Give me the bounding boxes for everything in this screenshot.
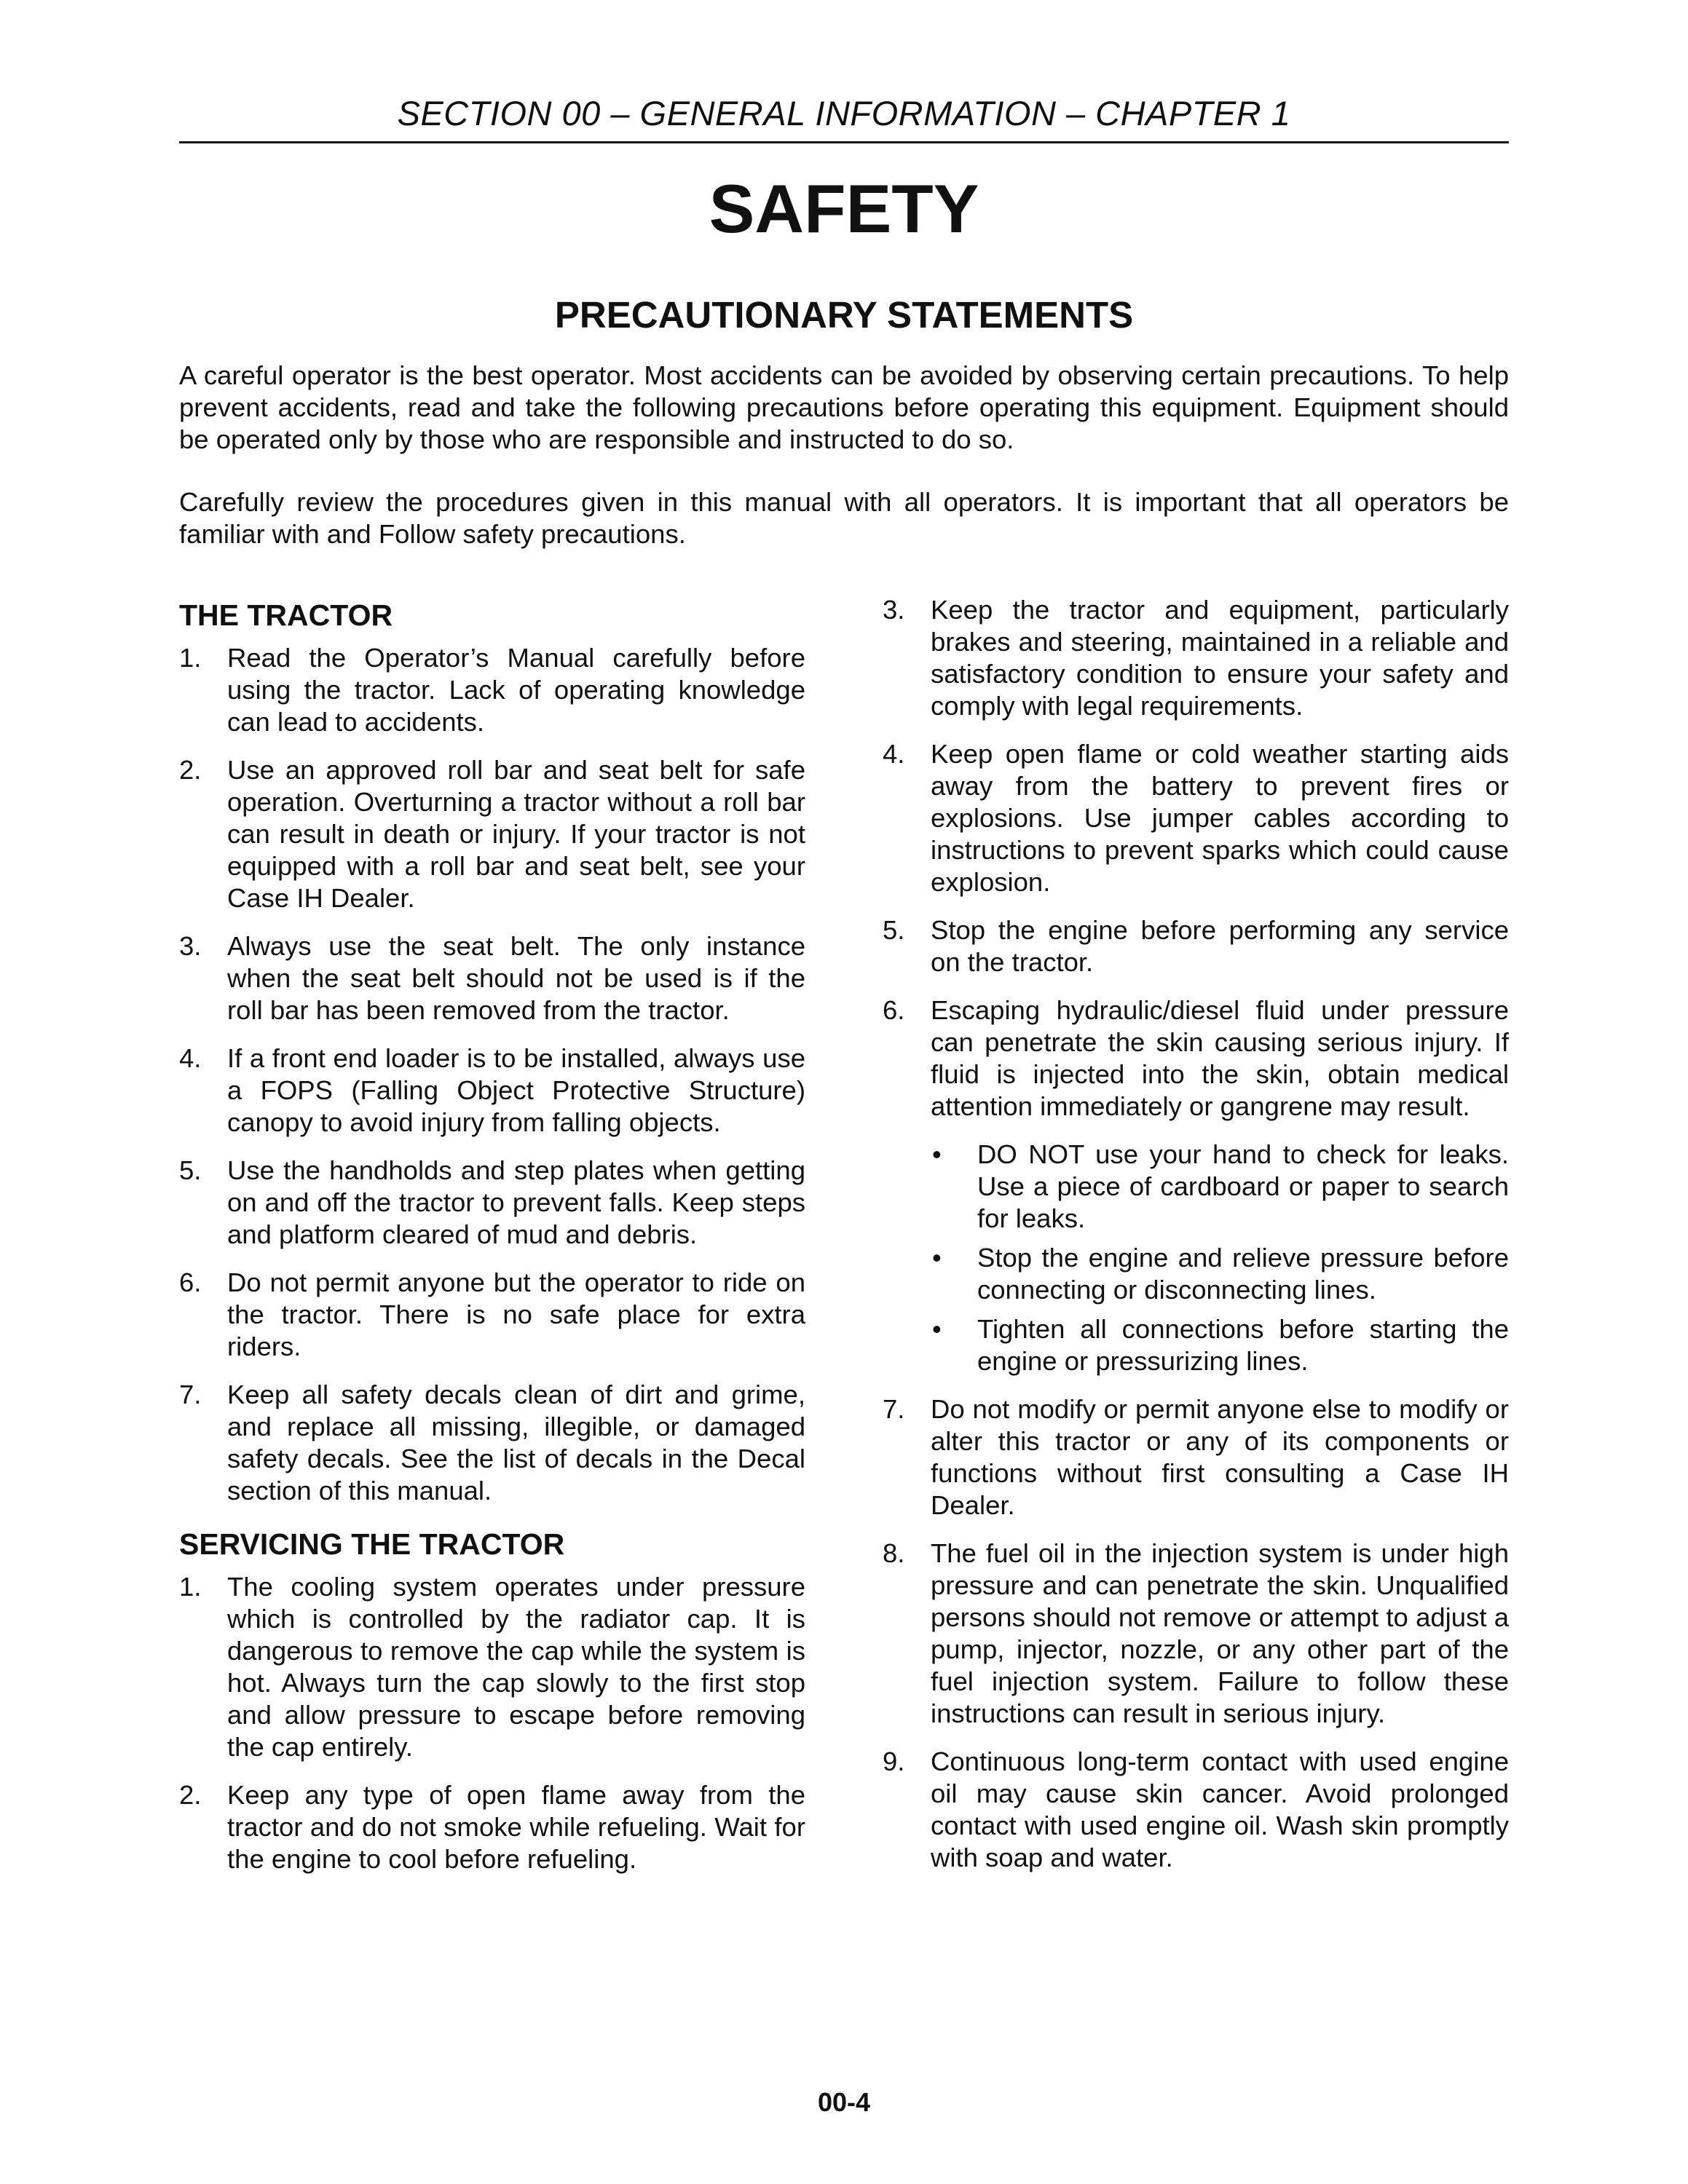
item-text: Use the handholds and step plates when getting on and off the tractor to prevent falls. Keep steps and platform cleared of mud and debris. (227, 1155, 805, 1249)
page-number: 00-4 (817, 2087, 871, 2117)
item-text: Continuous long-term contact with used engine oil may cause skin cancer. Avoid prolonged contact with used engine oil. Wash skin promptly with soap and water. (931, 1746, 1509, 1872)
item-text: Keep open flame or cold weather starting aids away from the battery to prevent fires or explosions. Use jumper cables according to instructions to prevent sparks which could cause explosion. (931, 739, 1509, 897)
list-item (883, 1393, 1509, 1522)
running-header (179, 86, 1509, 143)
item-number: 2. (179, 755, 202, 785)
tractor-list (179, 642, 805, 1507)
bullet-item (931, 1313, 1509, 1377)
bullet-item (931, 1242, 1509, 1306)
item-number: 1. (179, 1572, 202, 1602)
bullet-icon: • (932, 1243, 942, 1273)
item-text: Read the Operator’s Manual carefully before using the tractor. Lack of operating knowledge can lead to accidents. (227, 643, 805, 737)
item-text: Use an approved roll bar and seat belt for safe operation. Overturning a tractor without a roll bar can result in death or injury. If your tractor is not equipped with a roll bar and seat belt, see your Case IH Dealer. (227, 755, 805, 913)
item-text: Escaping hydraulic/diesel fluid under pressure can penetrate the skin causing serious injury. If fluid is injected into the skin, obtain medical attention immediately or gangrene may result. (931, 995, 1509, 1121)
list-item (883, 1746, 1509, 1874)
item-text: Keep all safety decals clean of dirt and grime, and replace all missing, illegible, or damaged safety decals. See the list of decals in the Decal section of this manual. (227, 1380, 805, 1506)
bullet-text: Stop the engine and relieve pressure before connecting or disconnecting lines. (977, 1243, 1509, 1305)
servicing-list-part1 (179, 1571, 805, 1875)
item-number: 3. (179, 931, 202, 961)
bullet-item (931, 1139, 1509, 1235)
item-number: 3. (883, 595, 905, 625)
list-item (179, 754, 805, 914)
list-item (179, 1042, 805, 1139)
intro-text (179, 360, 1509, 581)
list-item (179, 1155, 805, 1251)
list-item (179, 1571, 805, 1763)
item-number: 1. (179, 643, 202, 673)
list-item (179, 642, 805, 738)
right-column (883, 594, 1509, 1890)
item-number: 7. (179, 1380, 202, 1409)
bullet-icon: • (932, 1139, 942, 1169)
list-item (883, 914, 1509, 978)
bullet-icon: • (932, 1314, 942, 1344)
item-text: The fuel oil in the injection system is under high pressure and can penetrate the skin. Unqualified persons should not remove or attempt to adjust a pump, injector, nozzle, or any other part of the fuel injection system. Failure to follow these instructions can result in serious injury. (931, 1538, 1509, 1728)
item-text: Do not modify or permit anyone else to modify or alter this tractor or any of its components or functions without first consulting a Case IH Dealer. (931, 1394, 1509, 1520)
list-item (179, 1779, 805, 1875)
item-number: 4. (179, 1043, 202, 1073)
section-heading-tractor: THE TRACTOR (179, 598, 393, 632)
item-number: 6. (179, 1267, 202, 1297)
item-text: Keep the tractor and equipment, particularly brakes and steering, maintained in a reliable and satisfactory condition to ensure your safety and comply with legal requirements. (931, 595, 1509, 721)
item-text: Stop the engine before performing any service on the tractor. (931, 915, 1509, 977)
list-item (883, 594, 1509, 722)
item-number: 7. (883, 1394, 905, 1424)
bullet-list (931, 1139, 1509, 1377)
item-text: Keep any type of open flame away from the tractor and do not smoke while refueling. Wait for the engine to cool before refueling. (227, 1780, 805, 1874)
list-item (179, 1267, 805, 1363)
left-column (179, 594, 805, 1891)
item-number: 9. (883, 1746, 905, 1776)
running-head-text: SECTION 00 – GENERAL INFORMATION – CHAPTER 1 (397, 94, 1291, 132)
list-item (883, 1538, 1509, 1730)
item-text: Always use the seat belt. The only instance when the seat belt should not be used is if the roll bar has been removed from the tractor. (227, 931, 805, 1025)
item-text: Do not permit anyone but the operator to ride on the tractor. There is no safe place for extra riders. (227, 1267, 805, 1361)
page-title: SAFETY (709, 170, 979, 247)
list-item (179, 930, 805, 1026)
intro-paragraph: A careful operator is the best operator. Most accidents can be avoided by observing certain precautions. To help prevent accidents, read and take the following precautions before operating this equipment. Equipment should be operated only by those who are responsible and instructed to do so. (179, 360, 1509, 454)
item-text: If a front end loader is to be installed, always use a FOPS (Falling Object Protective Structure) canopy to avoid injury from falling objects. (227, 1043, 805, 1137)
item-number: 4. (883, 739, 905, 769)
item-number: 5. (883, 915, 905, 945)
item-number: 2. (179, 1780, 202, 1810)
item-number: 6. (883, 995, 905, 1025)
list-item (179, 1379, 805, 1507)
bullet-text: DO NOT use your hand to check for leaks. Use a piece of cardboard or paper to search for leaks. (977, 1139, 1509, 1233)
servicing-list-part2 (883, 594, 1509, 1874)
bullet-text: Tighten all connections before starting the engine or pressurizing lines. (977, 1314, 1509, 1376)
section-heading-servicing: SERVICING THE TRACTOR (179, 1527, 565, 1561)
list-item (883, 994, 1509, 1377)
item-text: The cooling system operates under pressure which is controlled by the radiator cap. It is dangerous to remove the cap while the system is hot. Always turn the cap slowly to the first stop and allow pressure to escape before removing the cap entirely. (227, 1572, 805, 1762)
intro-paragraph: Carefully review the procedures given in this manual with all operators. It is important that all operators be familiar with and Follow safety precautions. (179, 487, 1509, 549)
page-subtitle: PRECAUTIONARY STATEMENTS (554, 294, 1134, 336)
item-number: 8. (883, 1538, 905, 1568)
list-item (883, 738, 1509, 898)
item-number: 5. (179, 1155, 202, 1185)
